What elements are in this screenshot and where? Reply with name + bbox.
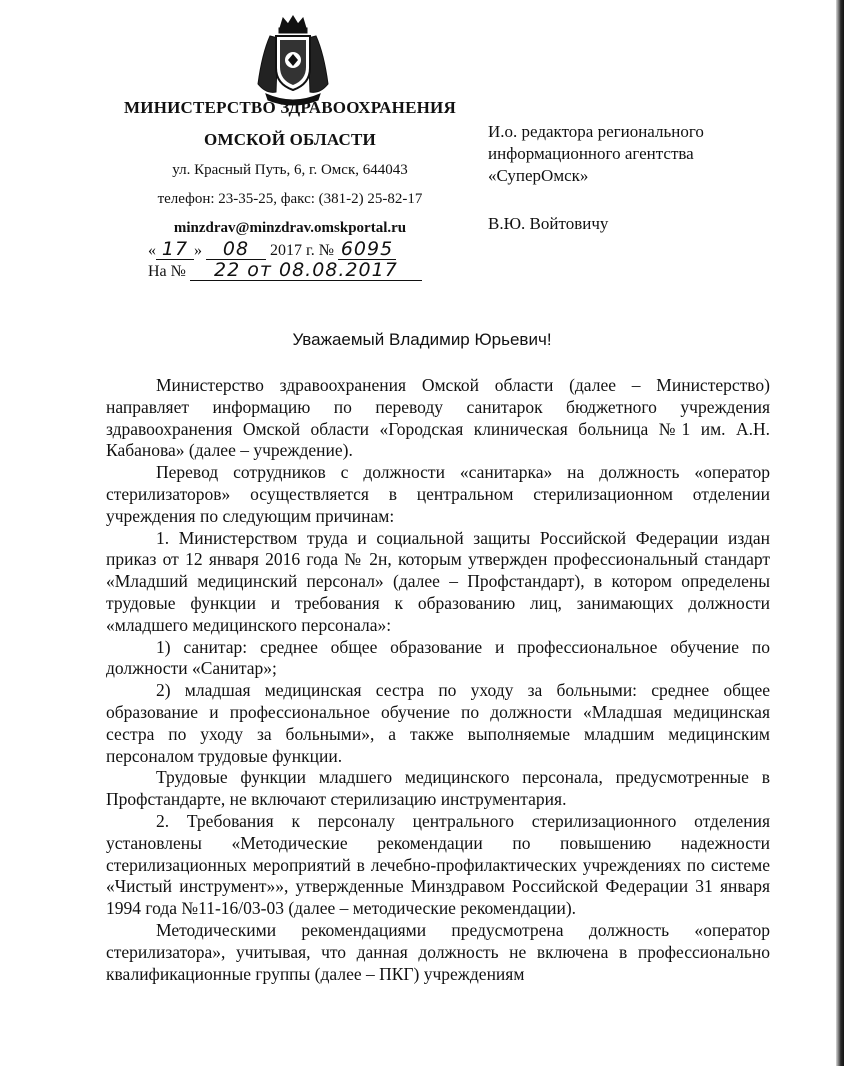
paragraph: Трудовые функции младшего медицинского персонала, предусмотренные в Профстандарте, не включают стерилизацию инструментария. (106, 767, 770, 810)
ministry-address: ул. Красный Путь, 6, г. Омск, 644043 (172, 162, 408, 178)
reference-prefix: На № (148, 263, 186, 280)
paragraph: Перевод сотрудников с должности «санитарка» на должность «оператор стерилизаторов» осуществляется в центральном стерилизационном отделении учреждения по следующим причинам: (106, 462, 770, 526)
recipient-block (488, 121, 704, 235)
ministry-name-line1: МИНИСТЕРСТВО ЗДРАВООХРАНЕНИЯ (124, 98, 456, 117)
quote-close: » (194, 242, 202, 259)
ministry-name-line2: ОМСКОЙ ОБЛАСТИ (204, 130, 376, 149)
quote-open: « (148, 242, 156, 259)
coat-of-arms-icon (252, 14, 334, 106)
scan-page-edge (836, 0, 844, 1066)
handwritten-outgoing-number: 6095 (338, 239, 396, 260)
paragraph: 2) младшая медицинская сестра по уходу за больными: среднее общее образование и профессиональное обучение по должности «Младшая медицинская сестра по уходу за больными», а также выполняемые младшим медицинским персоналом трудовые функции. (106, 680, 770, 766)
ministry-phone: телефон: 23-35-25, факс: (381-2) 25-82-17 (157, 191, 423, 207)
reference-line (148, 260, 422, 281)
ministry-email: minzdrav@minzdrav.omskportal.ru (173, 220, 407, 236)
letter-body (106, 375, 770, 985)
paragraph: Министерство здравоохранения Омской области (далее – Министерство) направляет информацию по переводу санитарок бюджетного учреждения здравоохранения Омской области «Городская клиническая больница №1 им. А.Н. Кабанова» (далее – учреждение). (106, 375, 770, 461)
registration-date-line (148, 239, 396, 260)
handwritten-day: 17 (156, 239, 194, 260)
registration-year-text: 2017 г. № (270, 242, 335, 259)
handwritten-month: 08 (206, 239, 266, 260)
recipient-name: В.Ю. Войтовичу (488, 214, 609, 233)
recipient-position-line2: информационного агентства (488, 144, 694, 163)
paragraph: 1. Министерством труда и социальной защиты Российской Федерации издан приказ от 12 января 2016 года № 2н, которым утвержден профессиональный стандарт «Младший медицинский персонал» (далее – Профстандарт), в котором определены трудовые функции и требования к образованию лиц, занимающих должности «младшего медицинского персонала»: (106, 527, 770, 635)
salutation: Уважаемый Владимир Юрьевич! (292, 330, 552, 349)
recipient-position-line3: «СуперОмск» (488, 166, 589, 185)
paragraph: 2. Требования к персоналу центрального стерилизационного отделения установлены «Методические рекомендации по повышению надежности стерилизационных мероприятий в лечебно-профилактических учреждениях по системе «Чистый инструмент»», утвержденные Минздравом Российской Федерации 31 января 1994 года №11-16/03-03 (далее – методические рекомендации). (106, 810, 770, 919)
ministry-header (100, 98, 480, 237)
handwritten-reference: 22 от 08.08.2017 (190, 260, 422, 281)
paragraph: 1) санитар: среднее общее образование и профессиональное обучение по должности «Санитар»; (106, 636, 770, 679)
recipient-position-line1: И.о. редактора регионального (488, 122, 704, 141)
paragraph: Методическими рекомендациями предусмотрена должность «оператор стерилизатора», учитывая, что данная должность не включена в профессионально квалификационные группы (далее – ПКГ) учреждениям (106, 919, 770, 984)
